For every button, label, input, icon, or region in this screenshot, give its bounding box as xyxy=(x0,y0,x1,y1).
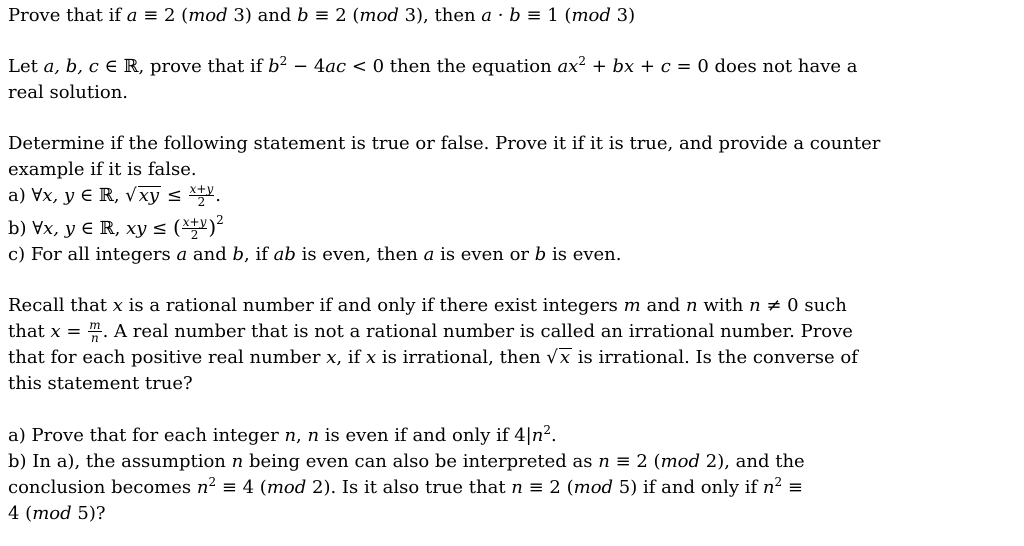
text: ≤ xyxy=(161,185,188,206)
text: , if xyxy=(244,244,274,265)
problem-2-line-1 xyxy=(8,54,857,80)
math-var: ax xyxy=(557,56,579,77)
text: is a rational number if and only if there exist integers xyxy=(122,295,624,316)
text: , if xyxy=(336,347,366,368)
text: + xyxy=(585,56,613,77)
text: ≡ xyxy=(782,477,803,498)
text: conclusion becomes xyxy=(8,477,197,498)
text: real solution. xyxy=(8,82,129,103)
math-mod: mod xyxy=(266,477,307,498)
exponent: 2 xyxy=(578,54,586,68)
text: Let xyxy=(8,56,44,77)
math-vars: x, y xyxy=(43,218,75,239)
math-mod: mod xyxy=(188,5,228,26)
problem-3-line-1 xyxy=(8,131,880,157)
math-var: a xyxy=(176,244,188,265)
text: ≡ 2 ( xyxy=(308,5,360,26)
fraction xyxy=(189,183,215,208)
problem-4-line-4 xyxy=(8,371,193,397)
text: − 4 xyxy=(287,56,326,77)
text: ≡ 2 ( xyxy=(609,451,661,472)
problem-3-line-2 xyxy=(8,157,197,183)
fraction-denominator: n xyxy=(91,331,99,345)
text: is even, then xyxy=(295,244,424,265)
text: ≠ 0 such xyxy=(760,295,847,316)
math-expr: xy xyxy=(126,218,147,239)
math-var: b xyxy=(534,244,547,265)
sqrt-radicand: x xyxy=(559,347,571,368)
math-var: x xyxy=(112,295,123,316)
text: = 0 does not have a xyxy=(670,56,858,77)
math-var: x xyxy=(365,347,377,368)
math-var: x xyxy=(50,321,61,342)
text: a) Prove that for each integer xyxy=(8,425,285,446)
math-var: b xyxy=(232,244,244,265)
math-mod: mod xyxy=(359,5,399,26)
problem-4-line-1 xyxy=(8,293,847,319)
problem-4-line-2 xyxy=(8,319,853,345)
exponent: 2 xyxy=(208,475,217,489)
fraction-denominator: 2 xyxy=(197,195,206,209)
problem-5-line-2 xyxy=(8,449,805,475)
text: ≤ xyxy=(146,218,173,239)
math-vars: a, b, c xyxy=(43,56,99,77)
math-mod: mod xyxy=(571,5,611,26)
math-var: n xyxy=(598,451,610,472)
text: with xyxy=(697,295,750,316)
text: + xyxy=(634,56,661,77)
text: 2). Is it also true that xyxy=(306,477,512,498)
math-var: m xyxy=(623,295,641,316)
text: ≡ 2 ( xyxy=(522,477,574,498)
fraction xyxy=(182,216,208,241)
text: ∈ ℝ, xyxy=(74,218,127,239)
text: a) ∀ xyxy=(8,185,43,206)
text: ∈ ℝ, prove that if xyxy=(98,56,269,77)
text: b) ∀ xyxy=(8,218,44,239)
exponent: 2 xyxy=(216,213,224,227)
math-var: n xyxy=(307,425,320,446)
text: b) In a), the assumption xyxy=(8,451,232,472)
text: example if it is false. xyxy=(8,159,197,180)
text: . xyxy=(215,185,221,206)
math-var: x xyxy=(326,347,337,368)
math-mod: mod xyxy=(660,451,701,472)
math-var: a xyxy=(126,5,138,26)
fraction-numerator: x+y xyxy=(189,182,214,196)
text: . xyxy=(550,425,557,446)
text: is even or xyxy=(434,244,535,265)
math-var: n xyxy=(511,477,523,498)
math-vars: x, y xyxy=(42,185,75,206)
math-var: n xyxy=(231,451,244,472)
text: ≡ 4 ( xyxy=(216,477,267,498)
math-var: n xyxy=(762,477,775,498)
text: ≡ 2 ( xyxy=(137,5,189,26)
text: 4 ( xyxy=(8,503,33,524)
text: 3) xyxy=(610,5,636,26)
text: is irrational. Is the converse of xyxy=(572,347,858,368)
problem-1-line-1 xyxy=(8,3,635,29)
problem-4-line-3: that for each positive real number x, if x is irrational, then √ x is irrational. Is the converse of xyxy=(8,347,858,368)
problem-5-line-4 xyxy=(8,501,106,527)
math-var: bx xyxy=(612,56,635,77)
text: and xyxy=(187,244,233,265)
problem-3-part-c xyxy=(8,242,622,268)
text: 2), and the xyxy=(700,451,805,472)
text: is even if and only if 4| xyxy=(319,425,532,446)
text: Recall that xyxy=(8,295,113,316)
text: ≡ 1 ( xyxy=(520,5,572,26)
fraction xyxy=(88,319,101,344)
math-var: ac xyxy=(325,56,347,77)
math-var: b xyxy=(268,56,280,77)
math-var: n xyxy=(749,295,761,316)
exponent: 2 xyxy=(279,54,288,68)
text: 3), then xyxy=(398,5,482,26)
problem-5-line-3 xyxy=(8,475,803,501)
text: is even. xyxy=(546,244,622,265)
math-var: b xyxy=(297,5,309,26)
math-var: a xyxy=(423,244,435,265)
text: that xyxy=(8,321,51,342)
math-var: n xyxy=(196,477,209,498)
problem-3-part-a: a) ∀x, y ∈ ℝ, √ xy ≤ $\frac{x+y}{2}$ . xyxy=(8,182,221,209)
text: ∈ ℝ, xyxy=(74,185,126,206)
exponent: 2 xyxy=(543,423,551,437)
math-var: c xyxy=(660,56,671,77)
math-var: n xyxy=(284,425,297,446)
math-expr: a · b xyxy=(481,5,521,26)
text: 3) and xyxy=(227,5,298,26)
fraction-numerator: m xyxy=(89,318,101,332)
text: , xyxy=(296,425,308,446)
text: this statement true? xyxy=(8,373,193,394)
fraction-numerator: x+y xyxy=(182,215,207,229)
math-mod: mod xyxy=(573,477,614,498)
text: = xyxy=(60,321,88,342)
text: . A real number that is not a rational number is called an irrational number. Prove xyxy=(102,321,853,342)
math-expr: ab xyxy=(273,244,296,265)
text: is irrational, then xyxy=(376,347,547,368)
text: Prove that if xyxy=(8,5,127,26)
fraction-denominator: 2 xyxy=(190,228,199,242)
math-var: n xyxy=(686,295,698,316)
problem-2-line-2 xyxy=(8,80,128,106)
math-var: n xyxy=(531,425,544,446)
text: that for each positive real number xyxy=(8,347,327,368)
exponent: 2 xyxy=(774,475,783,489)
sqrt-radicand: xy xyxy=(138,185,160,206)
text: being even can also be interpreted as xyxy=(243,451,599,472)
math-mod: mod xyxy=(32,503,72,524)
text: Determine if the following statement is true or false. Prove it if it is true, and provide a counter xyxy=(8,133,881,154)
problem-3-part-b: b) ∀x, y ∈ ℝ, xy ≤ ( $\frac{x+y}{2}$ )$^2$ xyxy=(8,213,224,242)
text: 5)? xyxy=(71,503,106,524)
text: 5) if and only if xyxy=(613,477,763,498)
text: c) For all integers xyxy=(8,244,177,265)
text: and xyxy=(640,295,687,316)
text: < 0 then the equation xyxy=(346,56,558,77)
problem-5-line-1 xyxy=(8,423,557,449)
